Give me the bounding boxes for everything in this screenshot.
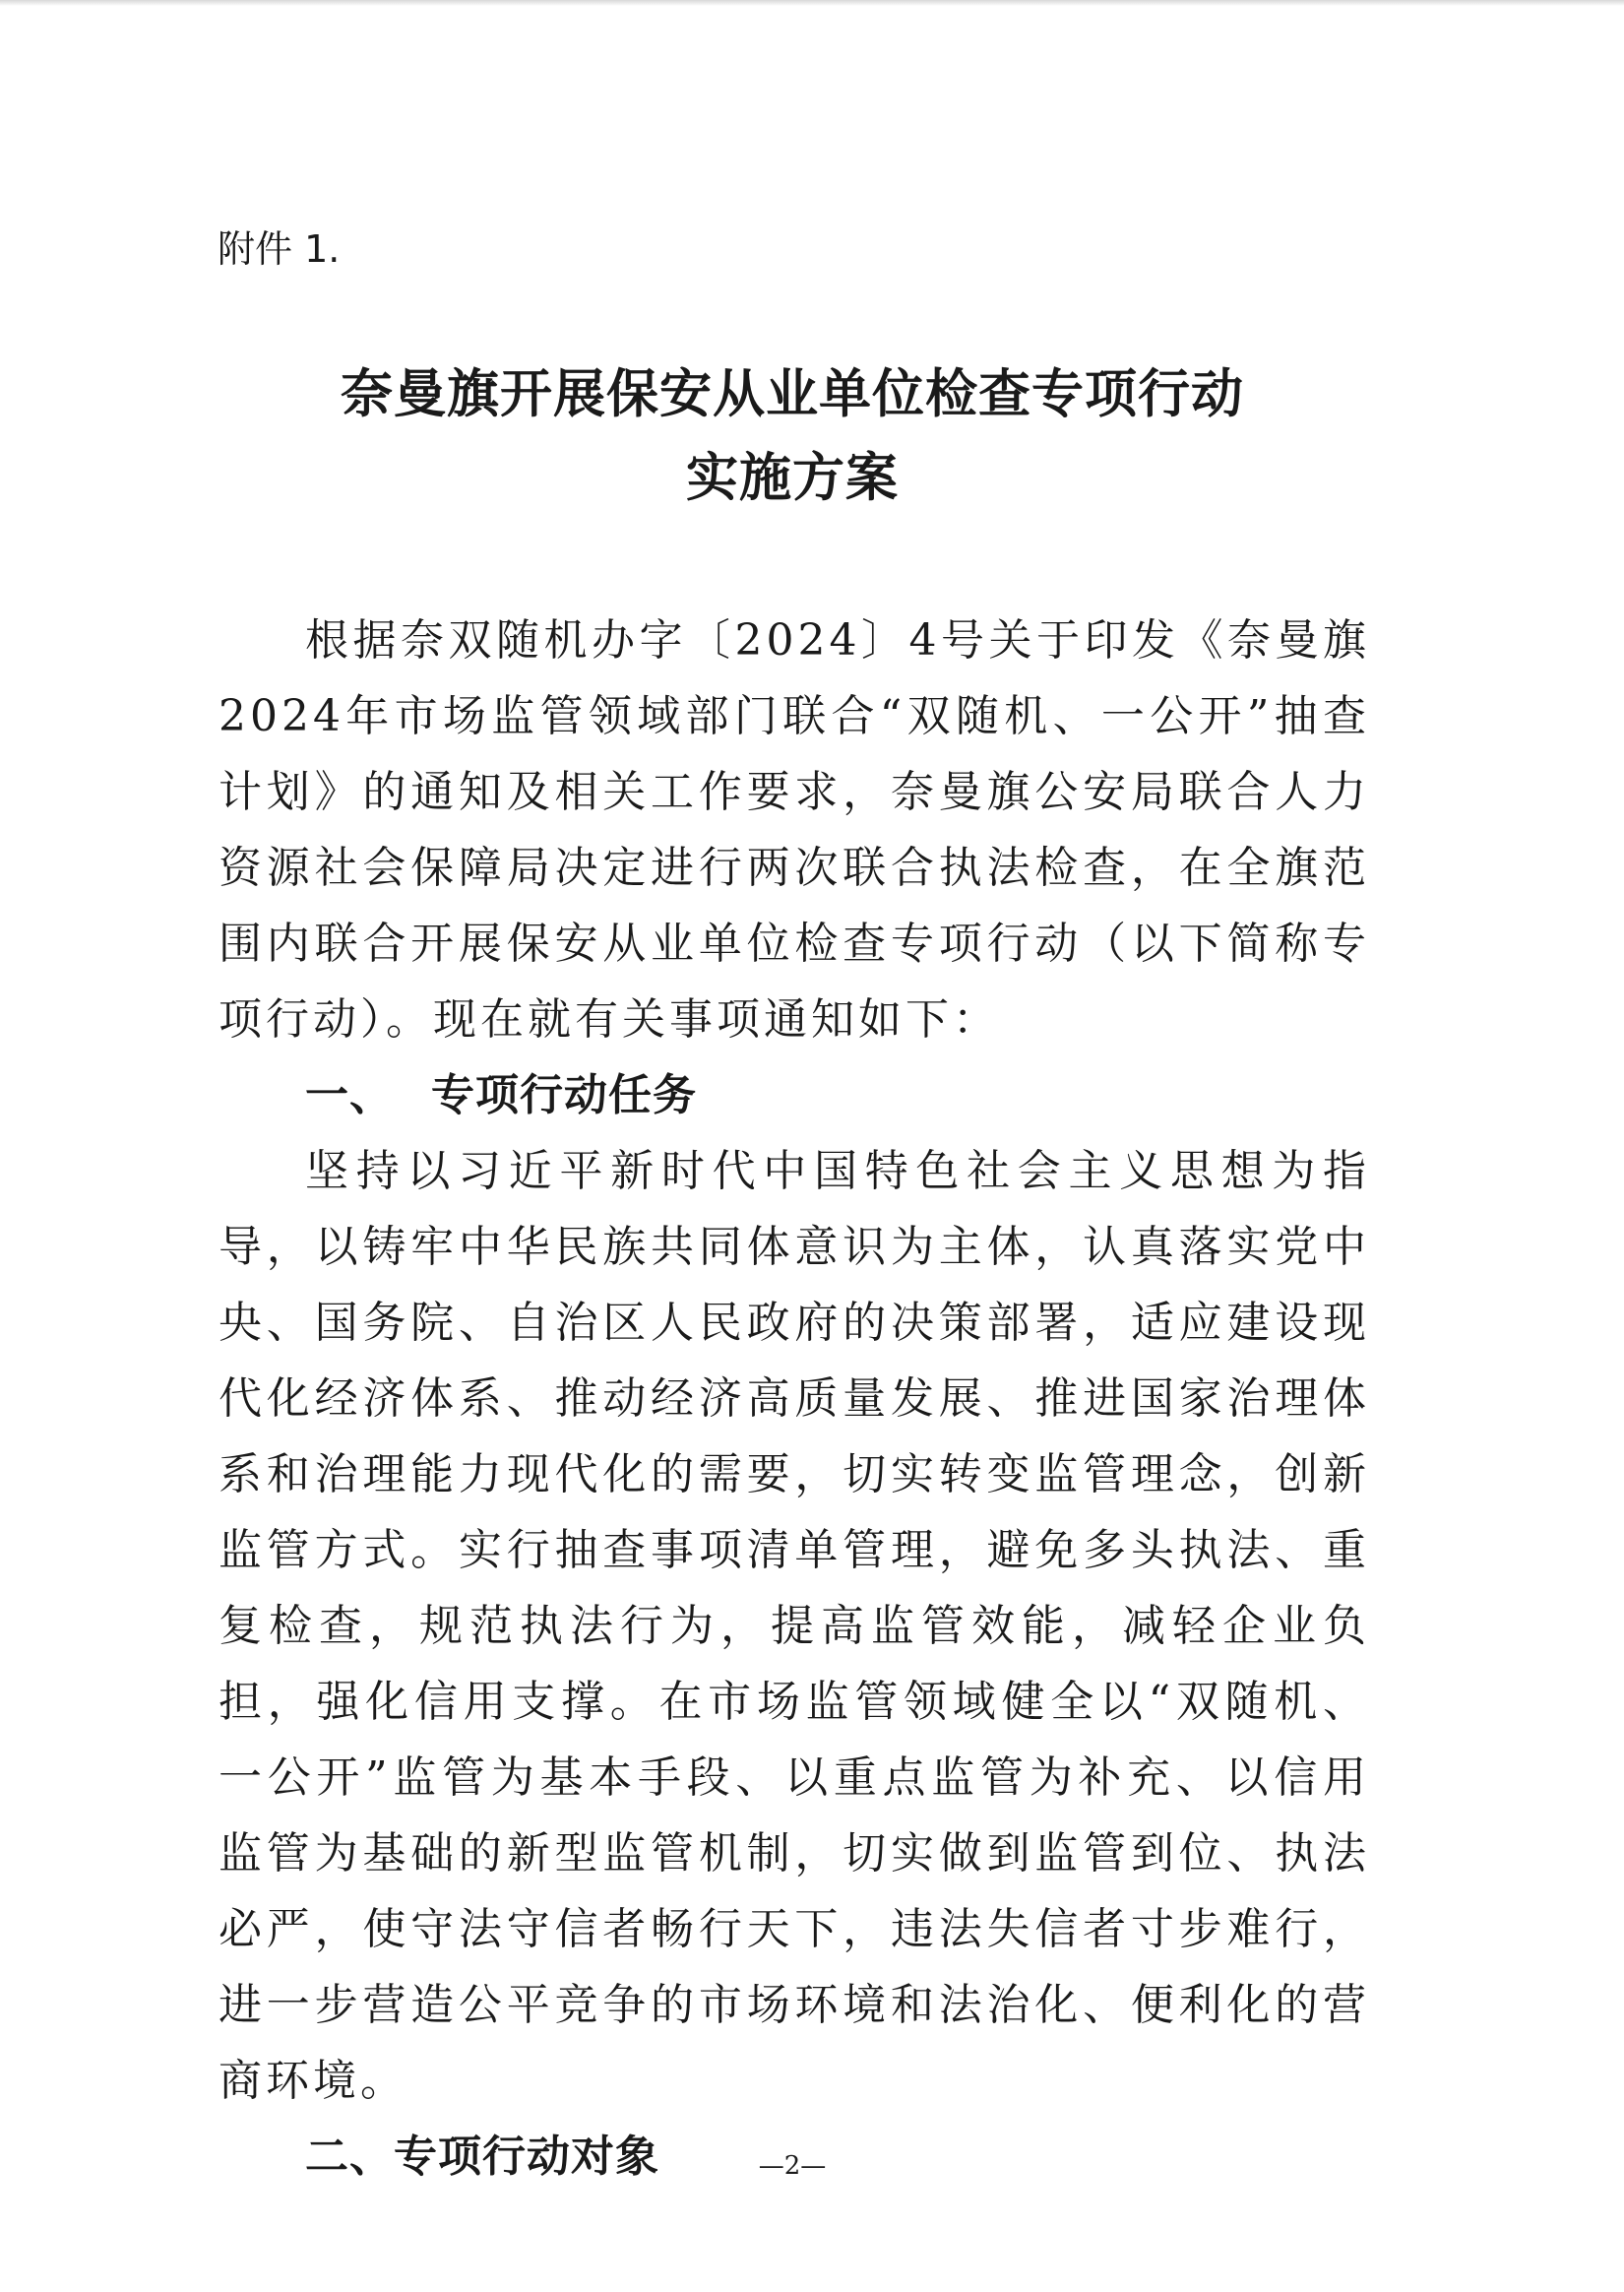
document-body [219,603,1370,2195]
section-title: 专项行动任务 [431,1070,697,1120]
section-number: 二、 [305,2132,394,2182]
document-title-line-1: 奈曼旗开展保安从业单位检查专项行动 [341,364,1244,424]
intro-paragraph: 根据奈双随机办字〔2024〕4号关于印发《奈曼旗2024年市场监管领域部门联合“双随机、一公开”抽查计划》的通知及相关工作要求，奈曼旗公安局联合人力资源社会保障局决定进行两次联合执法检查，在全旗范围内联合开展保安从业单位检查专项行动（以下简称专项行动）。现在就有关事项通知如下： [219,615,1370,1045]
tasks-paragraph: 坚持以习近平新时代中国特色社会主义思想为指导，以铸牢中华民族共同体意识为主体，认真落实党中央、国务院、自治区人民政府的决策部署，适应建设现代化经济体系、推动经济高质量发展、推进国家治理体系和治理能力现代化的需要，切实转变监管理念，创新监管方式。实行抽查事项清单管理，避免多头执法、重复检查，规范执法行为，提高监管效能，减轻企业负担，强化信用支撑。在市场监管领域健全以“双随机、一公开”监管为基本手段、以重点监管为补充、以信用监管为基础的新型监管机制，切实做到监管到位、执法必严，使守法守信者畅行天下，违法失信者寸步难行，进一步营造公平竞争的市场环境和法治化、便利化的营商环境。 [219,1146,1370,2106]
attachment-label: 附件 1. [218,227,341,271]
section-heading-tasks [219,1057,1370,1133]
scan-edge [0,0,1624,6]
document-title-line-2: 实施方案 [686,448,899,508]
section-number: 一、 [305,1070,394,1120]
page-number: —2— [758,2151,827,2181]
section-title: 专项行动对象 [394,2132,659,2182]
